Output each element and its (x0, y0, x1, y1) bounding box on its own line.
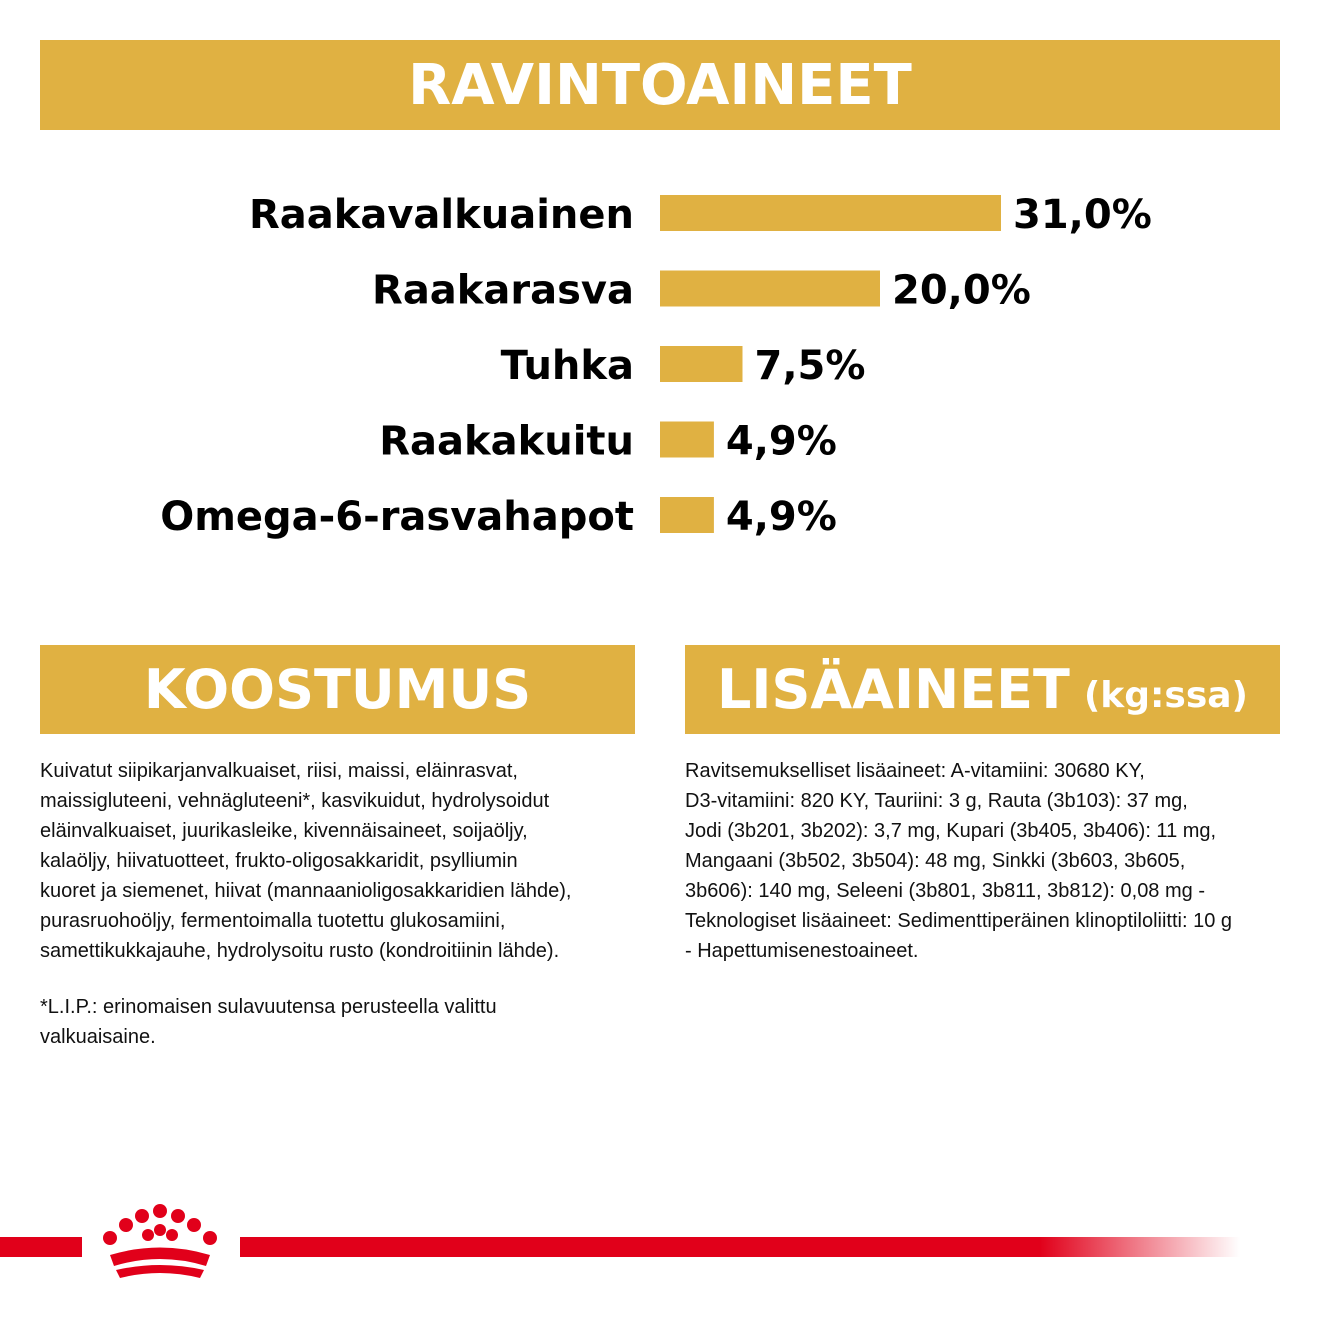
additives-title: LISÄAINEET (716, 658, 1070, 721)
value-label: 7,5% (754, 343, 866, 389)
brand-footer (0, 1200, 1320, 1280)
category-label: Omega-6-rasvahapot (160, 494, 634, 540)
category-label: Raakarasva (372, 267, 634, 314)
nutrients-title: RAVINTOAINEET (408, 52, 912, 118)
composition-title: KOOSTUMUS (143, 658, 532, 721)
brand-line-right (240, 1237, 1240, 1257)
nutrients-banner (40, 40, 1280, 130)
composition-text: Kuivatut siipikarjanvalkuaiset, riisi, maissi, eläinrasvat, maissigluteeni, vehnägluteeni*, kasvikuidut, hydrolysoidut eläinvalkuaiset, juurikasleike, kivennäisaineet, soijaöljy, kalaöljy, hiivatuotteet, frukto-oligosakkaridit, psylliumin kuoret ja siemenet, hiivat (mannaanioligosakkaridien lähde), purasruohoöljy, fermentoimalla tuotettu glukosamiini, samettikukkajauhe, hydrolysoitu rusto (kondroitiinin lähde). (40, 760, 572, 962)
crown-logo-icon (103, 1204, 217, 1278)
composition-footnote: *L.I.P.: erinomaisen sulavuutensa perusteella valittu valkuaisaine. (40, 996, 497, 1048)
composition-banner (40, 645, 635, 734)
value-label: 20,0% (892, 267, 1031, 314)
additives-title-suffix: (kg:ssa) (1083, 675, 1249, 716)
bar (660, 497, 714, 533)
additives-text: Ravitsemukselliset lisäaineet: A-vitamiini: 30680 KY, D3-vitamiini: 820 KY, Tauriini: 3 g, Rauta (3b103): 37 mg, Jodi (3b201, 3b202): 3,7 mg, Kupari (3b405, 3b406): 11 mg, Mangaani (3b502, 3b504): 48 mg, Sinkki (3b603, 3b605, 3b606): 140 mg, Seleeni (3b801, 3b811, 3b812): 0,08 mg - Teknologiset lisäaineet: Sedimenttiperäinen klinoptiloliitti: 10 g - Hapettumisenestoaineet. (685, 760, 1232, 962)
value-label: 4,9% (725, 494, 837, 540)
bar (660, 422, 714, 458)
bar (660, 346, 743, 382)
bar (660, 271, 880, 307)
value-label: 31,0% (1013, 192, 1152, 238)
additives-banner (685, 645, 1280, 734)
category-label: Raakavalkuainen (248, 192, 634, 238)
bar (660, 195, 1001, 231)
category-label: Tuhka (500, 343, 634, 389)
category-label: Raakakuitu (379, 418, 634, 465)
nutrients-bar-chart (0, 170, 1320, 550)
value-label: 4,9% (725, 418, 837, 465)
brand-line-left (0, 1237, 82, 1257)
